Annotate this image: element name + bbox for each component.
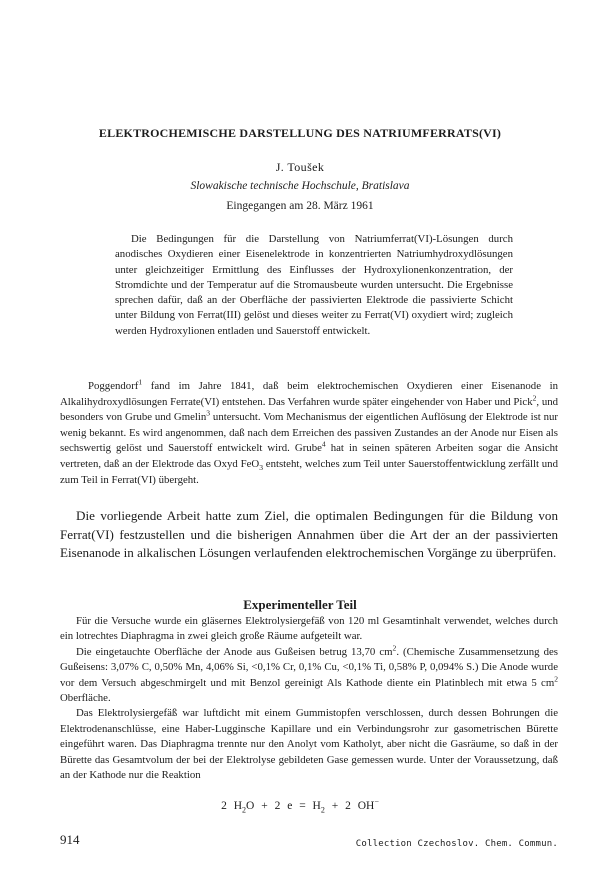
subscript: 3 [259,463,263,473]
intro-text: entsteht, welches zum Teil unter Sauerstoffentwicklung zerfällt und zum Teil in Ferrat(VI) übergeht. [60,457,558,486]
subscript: 2 [242,805,247,815]
experimental-paragraph: Das Elektrolysiergefäß war luftdicht mit einem Gummistopfen verschlossen, durch dessen Bohrungen die Elektrodenanschlüsse, eine Haber-Lugginsche Kapillare und ein Verbindungsrohr zur gasometrischen Bürette eingeführt waren. Das Diaphragma trennte nur den Anolyt vom Katholyt, aber nicht die Gasräume, so daß in der Bürette das Gesamtvolum der bei der Elektrolyse gebildeten Gase gemessen wurde. Unter der Voraussetzung, daß an der Kathode nur die Reaktion [60,707,558,782]
reaction-equation [0,797,600,815]
intro-text: untersucht. Vom Mechanismus der eigentlichen Auflösung der Elektrode ist nur wenig bekannt. Es wird angenommen, daß nach dem Erreichen des passiven Zustandes an der Anode nur Eisen als sechswertig gelöst und Sauerstoff entwickelt wird. Grube [60,411,558,455]
intro-text: hat in seinen späteren Arbeiten sogar die Ansicht vertreten, daß an der Elektrode das Oxyd FeO [60,442,558,470]
reference-marker: 2 [532,393,537,402]
abstract [115,232,513,339]
aim-text: Die vorliegende Arbeit hatte zum Ziel, die optimalen Bedingungen für die Bildung von Ferrat(VI) festzustellen und die bisherigen Annahmen über die Art der an der passivierten Eisenanode in alkalischen Lösungen verlaufenden elektrochemischen Vorgänge zu überprüfen. [60,508,558,561]
article-author: J. Toušek [275,160,325,174]
equation-part: O + 2 e = H [246,800,321,812]
intro-text: Poggendorf [88,380,139,392]
reference-marker: 4 [321,439,326,449]
aim-paragraph [60,507,558,563]
superscript: − [374,797,379,807]
superscript: 2 [392,643,397,653]
journal-name: Collection Czechoslov. Chem. Commun. [355,839,558,849]
superscript: 2 [554,674,558,684]
equation-part: 2 H [221,800,243,812]
article-title: ELEKTROCHEMISCHE DARSTELLUNG DES NATRIUMFERRATS(VI) [98,126,502,140]
experimental-paragraph: Für die Versuche wurde ein gläsernes Elektrolysiergefäß von 120 ml Gesamtinhalt verwendet, welches durch ein lotrechtes Diaphragma in zwei gleich große Räume aufgeteilt war. [60,615,558,643]
intro-text: , und besonders von Grube und Gmelin [60,395,559,424]
experimental-paragraph [60,645,558,707]
reference-marker: 3 [206,408,211,418]
received-date: Eingegangen am 28. März 1961 [226,200,374,212]
page-number: 914 [60,832,80,847]
subscript: 2 [320,805,325,815]
paragraph-text: . (Chemische Zusammensetzung des Gußeisens: 3,07% C, 0,50% Mn, 4,06% Si, <0,1% Cr, 0,1% Cu, <0,1% Ti, 0,58% P, 0,094% S.) Die Anode wurde vor dem Versuch abgeschmirgelt und mit Benzol gereinigt Als Kathode diente ein Platinblech mit etwa 5 cm [60,645,558,689]
reference-marker: 1 [138,377,143,387]
introduction-paragraph [60,379,558,488]
equation-part: + 2 OH [324,800,375,812]
abstract-text: Die Bedingungen für die Darstellung von Natriumferrat(VI)-Lösungen durch anodisches Oxydieren einer Eisenelektrode in konzentrierten Natriumhydroxydlösungen unter gleichzeitiger Ermittlung des Einflusses der Hydroxylionenkonzentration, der Stromdichte und der Temperatur auf die Stromausbeute wurden untersucht. Die Ergebnisse sprechen dafür, daß an der Oberfläche der passivierten Elektrode die passivierte Schicht unter Bildung von Ferrat(III) gelöst und dieses weiter zu Ferrat(VI) oxydiert wird; zugleich werden Hydroxylionen entladen und Sauerstoff entwickelt. [115,233,513,337]
section-heading: Experimenteller Teil [243,597,357,612]
experimental-section [60,614,558,783]
paragraph-text: Die eingetauchte Oberfläche der Anode aus Gußeisen betrug 13,70 cm [76,645,393,658]
author-affiliation: Slowakische technische Hochschule, Bratislava [190,180,410,192]
intro-text: fand im Jahre 1841, daß beim elektrochemischen Oxydieren einer Eisenanode in Alkalihydroxydlösungen Ferrate(VI) entstehen. Das Verfahren wurde später eingehender von Haber und Pick [60,380,558,408]
paragraph-text: Oberfläche. [60,692,111,705]
